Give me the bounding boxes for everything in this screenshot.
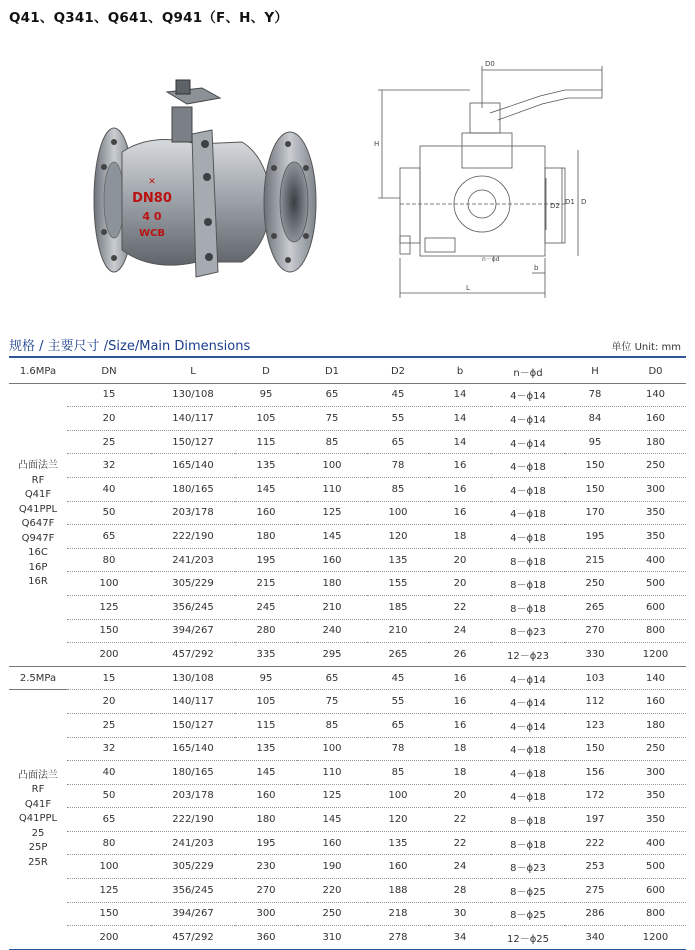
table-cell: 80 [67,831,151,855]
table-cell: 210 [297,595,367,619]
table-cell: 165/140 [151,737,235,761]
table-cell: 115 [235,713,297,737]
table-row [9,572,686,596]
table-cell: 230 [235,855,297,879]
table-cell: 140 [625,383,686,407]
table-cell: 130/108 [151,666,235,690]
flange-type-label-line: 16R [28,576,48,588]
table-cell: 300 [625,477,686,501]
table-cell: 115 [235,430,297,454]
ball-valve-photo [92,72,322,292]
table-cell: 394/267 [151,619,235,643]
table-cell: 18 [429,737,491,761]
table-cell: 8－ϕ18 [491,572,565,596]
table-cell: 188 [367,879,429,903]
table-cell: 180/165 [151,761,235,785]
table-row [9,454,686,478]
body-marking-pressure: 4 0 [142,210,162,223]
table-cell: 160 [367,855,429,879]
table-cell: 140 [625,666,686,690]
table-cell: 65 [67,525,151,549]
table-cell: 85 [367,477,429,501]
table-cell: 100 [67,855,151,879]
table-cell: 40 [67,477,151,501]
table-cell: 8－ϕ25 [491,879,565,903]
table-cell: 245 [235,595,297,619]
table-cell: 145 [235,477,297,501]
table-cell: 4－ϕ14 [491,383,565,407]
table-cell: 105 [235,690,297,714]
table-cell: 75 [297,407,367,431]
table-cell: 125 [67,879,151,903]
table-cell: 310 [297,926,367,950]
table-row [9,643,686,667]
table-cell: 218 [367,902,429,926]
table-row [9,666,686,690]
table-cell: 25 [67,430,151,454]
table-cell: 145 [235,761,297,785]
header-pressure: 1.6MPa [9,360,67,383]
table-cell: 150/127 [151,713,235,737]
table-cell: 356/245 [151,879,235,903]
table-cell: 32 [67,454,151,478]
table-row [9,383,686,407]
table-cell: 180 [297,572,367,596]
flange-type-label-line: Q41F [24,798,52,810]
flange-type-label-line: RF [31,784,45,796]
table-cell: 180 [625,713,686,737]
table-cell: 65 [367,430,429,454]
table-cell: 4－ϕ18 [491,454,565,478]
header-l: L [151,360,235,383]
table-cell: 200 [67,643,151,667]
table-cell: 180/165 [151,477,235,501]
table-cell: 165/140 [151,454,235,478]
table-cell: 95 [235,383,297,407]
table-row [9,761,686,785]
table-cell: 300 [625,761,686,785]
table-cell: 350 [625,784,686,808]
table-cell: 4－ϕ18 [491,784,565,808]
table-cell: 85 [367,761,429,785]
table-cell: 197 [565,808,625,832]
table-cell: 180 [235,525,297,549]
table-cell: 125 [67,595,151,619]
table-cell: 160 [297,831,367,855]
table-cell: 190 [297,855,367,879]
flange-type-label-line: 25P [28,842,48,854]
table-cell: 22 [429,808,491,832]
table-cell: 600 [625,595,686,619]
table-cell: 8－ϕ18 [491,595,565,619]
table-cell: 78 [367,454,429,478]
table-row [9,926,686,950]
table-cell: 286 [565,902,625,926]
table-row [9,737,686,761]
header-n-d: n－ϕd [491,360,565,383]
table-cell: 170 [565,501,625,525]
table-cell: 185 [367,595,429,619]
table-cell: 45 [367,383,429,407]
table-cell: 135 [367,548,429,572]
table-cell: 145 [297,525,367,549]
table-cell: 305/229 [151,855,235,879]
table-row [9,501,686,525]
table-cell: 20 [429,572,491,596]
header-b: b [429,360,491,383]
table-cell: 140/117 [151,407,235,431]
table-cell: 457/292 [151,926,235,950]
flange-type-label-line: 25 [31,827,45,839]
table-cell: 160 [625,407,686,431]
table-row [9,713,686,737]
table-cell: 12－ϕ25 [491,926,565,950]
table-cell: 222/190 [151,525,235,549]
table-cell: 78 [367,737,429,761]
table-cell: 85 [297,713,367,737]
table-cell: 300 [235,902,297,926]
table-cell: 1200 [625,926,686,950]
table-cell: 270 [235,879,297,903]
table-row [9,548,686,572]
table-cell: 16 [429,454,491,478]
table-cell: 12－ϕ23 [491,643,565,667]
flange-type-label-line: Q947F [21,532,55,544]
flange-type-label-line: 凸面法兰 [18,460,58,472]
table-cell: 135 [235,737,297,761]
table-cell: 800 [625,902,686,926]
flange-type-label-line: Q647F [21,518,55,530]
table-cell: 275 [565,879,625,903]
table-cell: 45 [367,666,429,690]
table-cell: 356/245 [151,595,235,619]
table-cell: 265 [367,643,429,667]
table-cell: 150 [565,477,625,501]
section-title: 规格 / 主要尺寸 /Size/Main Dimensions [9,339,251,354]
table-cell: 4－ϕ18 [491,737,565,761]
table-cell: 250 [625,737,686,761]
table-cell: 200 [67,926,151,950]
dim-b: b [534,264,539,272]
dim-d: D [581,198,587,206]
table-cell: 103 [565,666,625,690]
table-cell: 210 [367,619,429,643]
table-cell: 50 [67,501,151,525]
table-cell: 16 [429,690,491,714]
table-cell: 155 [367,572,429,596]
table-row [9,902,686,926]
table-cell: 78 [565,383,625,407]
flange-type-label [9,690,67,950]
table-cell: 22 [429,831,491,855]
table-cell: 195 [565,525,625,549]
table-row [9,619,686,643]
flange-type-label-line: RF [31,474,45,486]
table-cell: 8－ϕ18 [491,831,565,855]
table-cell: 120 [367,525,429,549]
table-cell: 8－ϕ25 [491,902,565,926]
table-cell: 95 [235,666,297,690]
table-cell: 55 [367,407,429,431]
table-cell: 180 [235,808,297,832]
table-cell: 145 [297,808,367,832]
table-cell: 350 [625,501,686,525]
table-cell: 123 [565,713,625,737]
table-cell: 95 [565,430,625,454]
table-cell: 14 [429,407,491,431]
table-cell: 240 [297,619,367,643]
table-cell: 500 [625,572,686,596]
table-cell: 4－ϕ18 [491,761,565,785]
table-cell: 100 [67,572,151,596]
table-cell: 34 [429,926,491,950]
table-cell: 195 [235,831,297,855]
table-cell: 25 [67,713,151,737]
table-cell: 241/203 [151,548,235,572]
table-cell: 100 [297,454,367,478]
table-cell: 278 [367,926,429,950]
table-cell: 215 [235,572,297,596]
header-dn: DN [67,360,151,383]
table-cell: 4－ϕ18 [491,525,565,549]
table-cell: 26 [429,643,491,667]
table-cell: 16 [429,713,491,737]
dim-n-d: n－ϕd [482,256,500,263]
table-cell: 40 [67,761,151,785]
table-row [9,831,686,855]
table-cell: 295 [297,643,367,667]
table-cell: 110 [297,761,367,785]
table-cell: 50 [67,784,151,808]
dim-l: L [466,284,470,292]
svg-text:✕: ✕ [148,177,156,187]
table-cell: 280 [235,619,297,643]
table-row [9,477,686,501]
table-cell: 4－ϕ14 [491,713,565,737]
table-cell: 156 [565,761,625,785]
table-cell: 241/203 [151,831,235,855]
table-cell: 30 [429,902,491,926]
table-cell: 220 [297,879,367,903]
table-cell: 160 [235,784,297,808]
table-row [9,808,686,832]
dim-d1: D1 [565,198,575,206]
table-cell: 125 [297,784,367,808]
table-cell: 222 [565,831,625,855]
table-cell: 65 [297,666,367,690]
unit-label: 单位 Unit: mm [611,342,681,353]
body-marking-material: WCB [139,228,165,239]
table-cell: 18 [429,525,491,549]
flange-type-label-line: 16C [28,547,48,559]
flange-type-label-line: 凸面法兰 [18,769,58,781]
table-cell: 135 [235,454,297,478]
table-row [9,784,686,808]
table-cell: 8－ϕ18 [491,808,565,832]
table-header-row [9,360,686,383]
table-cell: 28 [429,879,491,903]
table-cell: 22 [429,595,491,619]
table-cell: 18 [429,761,491,785]
header-d1: D1 [297,360,367,383]
table-cell: 600 [625,879,686,903]
table-cell: 1200 [625,643,686,667]
table-cell: 4－ϕ14 [491,666,565,690]
table-row [9,595,686,619]
table-cell: 135 [367,831,429,855]
table-cell: 270 [565,619,625,643]
table-cell: 65 [297,383,367,407]
table-cell: 335 [235,643,297,667]
table-cell: 140/117 [151,690,235,714]
table-cell: 14 [429,430,491,454]
table-cell: 203/178 [151,784,235,808]
header-h: H [565,360,625,383]
table-cell: 4－ϕ18 [491,477,565,501]
header-d2: D2 [367,360,429,383]
table-cell: 457/292 [151,643,235,667]
table-row [9,690,686,714]
flange-type-label-line: 25R [28,856,48,868]
table-cell: 8－ϕ18 [491,548,565,572]
body-marking-dn: DN80 [132,191,172,206]
table-cell: 4－ϕ14 [491,690,565,714]
table-cell: 65 [367,713,429,737]
table-cell: 250 [297,902,367,926]
dim-d0: D0 [485,60,495,68]
table-row [9,407,686,431]
table-cell: 215 [565,548,625,572]
dim-d2: D2 [550,202,560,210]
flange-type-label [9,383,67,666]
table-cell: 120 [367,808,429,832]
table-cell: 4－ϕ14 [491,430,565,454]
table-cell: 85 [297,430,367,454]
table-cell: 100 [367,501,429,525]
header-d: D [235,360,297,383]
table-cell: 394/267 [151,902,235,926]
table-cell: 203/178 [151,501,235,525]
table-cell: 172 [565,784,625,808]
table-cell: 130/108 [151,383,235,407]
table-cell: 222/190 [151,808,235,832]
table-cell: 8－ϕ23 [491,619,565,643]
table-cell: 400 [625,831,686,855]
table-cell: 160 [297,548,367,572]
table-cell: 125 [297,501,367,525]
table-cell: 16 [429,477,491,501]
table-cell: 100 [367,784,429,808]
flange-type-label-line: Q41F [24,489,52,501]
table-cell: 75 [297,690,367,714]
table-cell: 150 [565,737,625,761]
table-row [9,855,686,879]
table-cell: 360 [235,926,297,950]
dimensions-table [9,360,686,950]
flange-type-label-line: Q41PPL [18,813,58,825]
flange-type-label-line: 16P [28,561,48,573]
table-cell: 100 [297,737,367,761]
table-cell: 20 [429,784,491,808]
table-cell: 160 [625,690,686,714]
table-cell: 32 [67,737,151,761]
table-cell: 250 [565,572,625,596]
table-cell: 195 [235,548,297,572]
header-d0: D0 [625,360,686,383]
table-cell: 24 [429,619,491,643]
table-cell: 84 [565,407,625,431]
table-cell: 4－ϕ14 [491,407,565,431]
table-row [9,879,686,903]
table-cell: 65 [67,808,151,832]
page-title: Q41、Q341、Q641、Q941（F、H、Y） [9,10,289,26]
table-cell: 55 [367,690,429,714]
table-cell: 265 [565,595,625,619]
table-cell: 16 [429,501,491,525]
table-cell: 160 [235,501,297,525]
table-cell: 180 [625,430,686,454]
table-cell: 350 [625,808,686,832]
table-cell: 15 [67,666,151,690]
table-cell: 16 [429,666,491,690]
table-cell: 150 [67,619,151,643]
table-cell: 400 [625,548,686,572]
table-cell: 4－ϕ18 [491,501,565,525]
table-cell: 150 [67,902,151,926]
table-cell: 253 [565,855,625,879]
table-top-rule [9,356,686,358]
flange-type-label-line: Q41PPL [18,503,58,515]
table-cell: 800 [625,619,686,643]
table-cell: 8－ϕ23 [491,855,565,879]
table-cell: 112 [565,690,625,714]
dim-h: H [374,140,380,148]
table-cell: 24 [429,855,491,879]
table-cell: 15 [67,383,151,407]
table-row [9,430,686,454]
table-cell: 80 [67,548,151,572]
table-cell: 305/229 [151,572,235,596]
valve-technical-drawing [370,58,620,308]
table-cell: 350 [625,525,686,549]
table-row [9,525,686,549]
table-cell: 330 [565,643,625,667]
table-cell: 20 [67,690,151,714]
table-cell: 500 [625,855,686,879]
table-cell: 340 [565,926,625,950]
table-cell: 20 [67,407,151,431]
table-cell: 250 [625,454,686,478]
table-cell: 14 [429,383,491,407]
table-cell: 150 [565,454,625,478]
table-cell: 110 [297,477,367,501]
table-cell: 150/127 [151,430,235,454]
pressure-class-cell: 2.5MPa [9,666,67,690]
table-cell: 105 [235,407,297,431]
table-cell: 20 [429,548,491,572]
